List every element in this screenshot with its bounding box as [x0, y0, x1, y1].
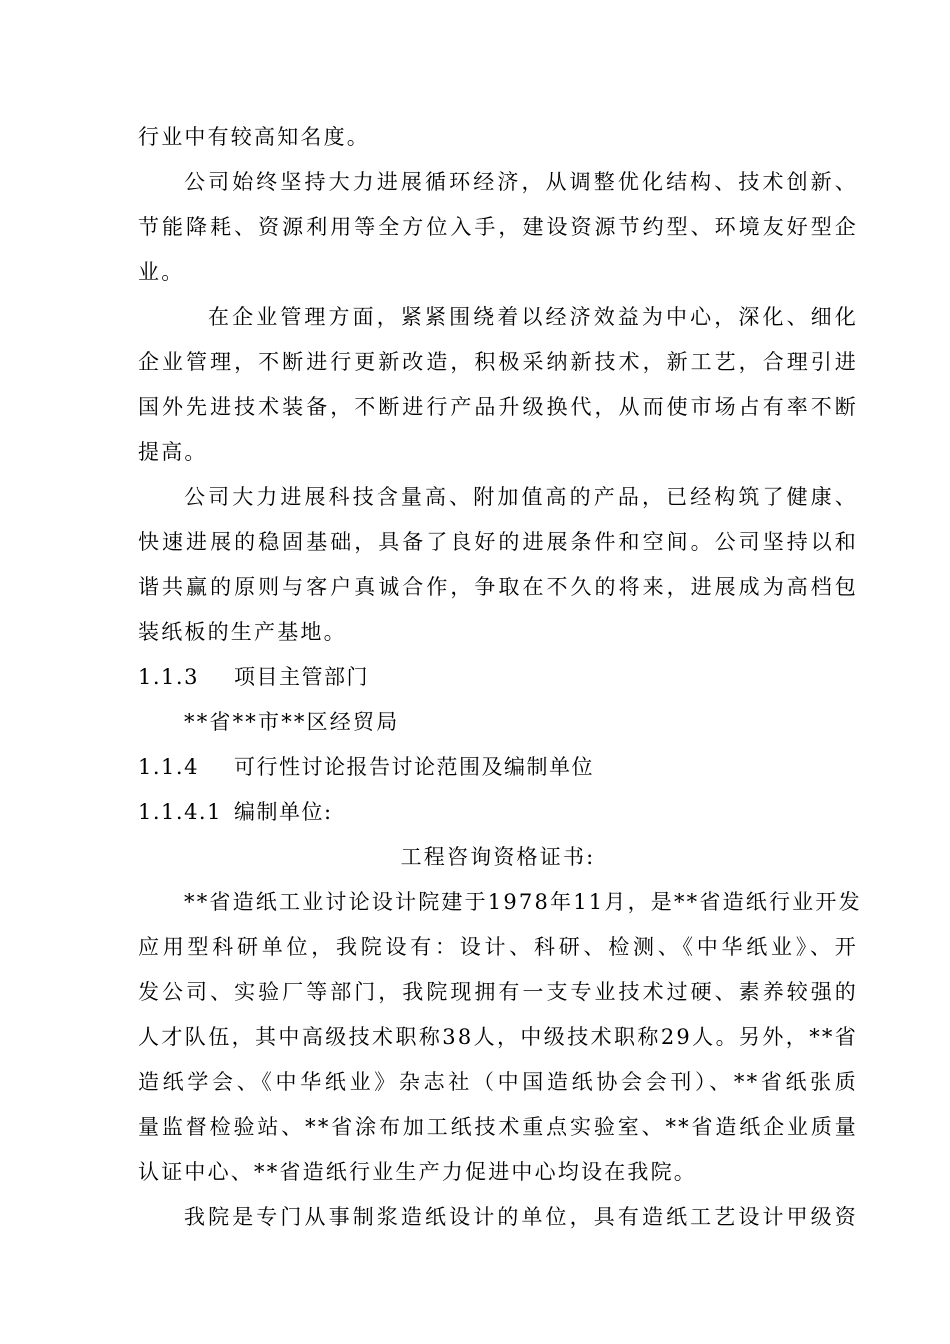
section-heading-1-1-3 [138, 655, 858, 700]
document-page [138, 115, 862, 1240]
paragraph-line: 装纸板的生产基地。 [138, 620, 347, 644]
paragraph-line: 在企业管理方面，紧紧围绕着以经济效益为中心，深化、细化 [208, 305, 858, 329]
paragraph-line: 谐共赢的原则与客户真诚合作，争取在不久的将来，进展成为高档包 [138, 575, 858, 599]
paragraph-line: 节能降耗、资源利用等全方位入手，建设资源节约型、环境友好型企 [138, 215, 858, 239]
section-title: 编制单位: [234, 800, 333, 824]
paragraph-line: 我院是专门从事制浆造纸设计的单位，具有造纸工艺设计甲级资 [184, 1205, 858, 1229]
paragraph-line: 公司大力进展科技含量高、附加值高的产品，已经构筑了健康、 [184, 485, 858, 509]
paragraph-line: **省造纸工业讨论设计院建于1978年11月，是**省造纸行业开发 [184, 890, 862, 914]
section-heading-1-1-4 [138, 745, 858, 790]
cert-title: 工程咨询资格证书: [400, 845, 596, 869]
section-body: **省**市**区经贸局 [184, 710, 400, 734]
section-heading-1-1-4-1 [138, 790, 858, 835]
section-title: 可行性讨论报告讨论范围及编制单位 [234, 755, 594, 779]
section-number: 1.1.4.1 [138, 800, 222, 824]
paragraph-line: 公司始终坚持大力进展循环经济，从调整优化结构、技术创新、 [184, 170, 858, 194]
paragraph-line: 企业管理，不断进行更新改造，积极采纳新技术，新工艺，合理引进 [138, 350, 858, 374]
section-title: 项目主管部门 [234, 665, 369, 689]
paragraph-line: 国外先进技术装备，不断进行产品升级换代，从而使市场占有率不断 [138, 395, 858, 419]
paragraph-line: 发公司、实验厂等部门，我院现拥有一支专业技术过硬、素养较强的 [138, 980, 858, 1004]
paragraph-line: 业。 [138, 260, 185, 284]
paragraph-line: 行业中有较高知名度。 [138, 125, 370, 149]
paragraph-line: 提高。 [138, 440, 208, 464]
section-number: 1.1.4 [138, 755, 199, 779]
section-number: 1.1.3 [138, 665, 199, 689]
paragraph-line: 认证中心、**省造纸行业生产力促进中心均设在我院。 [138, 1160, 697, 1184]
paragraph-line: 人才队伍，其中高级技术职称38人，中级技术职称29人。另外，**省 [138, 1025, 858, 1049]
paragraph-line: 造纸学会、《中华纸业》杂志社（中国造纸协会会刊）、**省纸张质 [138, 1070, 858, 1094]
paragraph-line: 快速进展的稳固基础，具备了良好的进展条件和空间。公司坚持以和 [138, 530, 858, 554]
paragraph-line: 量监督检验站、**省涂布加工纸技术重点实验室、**省造纸企业质量 [138, 1115, 858, 1139]
paragraph-line: 应用型科研单位，我院设有：设计、科研、检测、《中华纸业》、开 [138, 935, 858, 959]
